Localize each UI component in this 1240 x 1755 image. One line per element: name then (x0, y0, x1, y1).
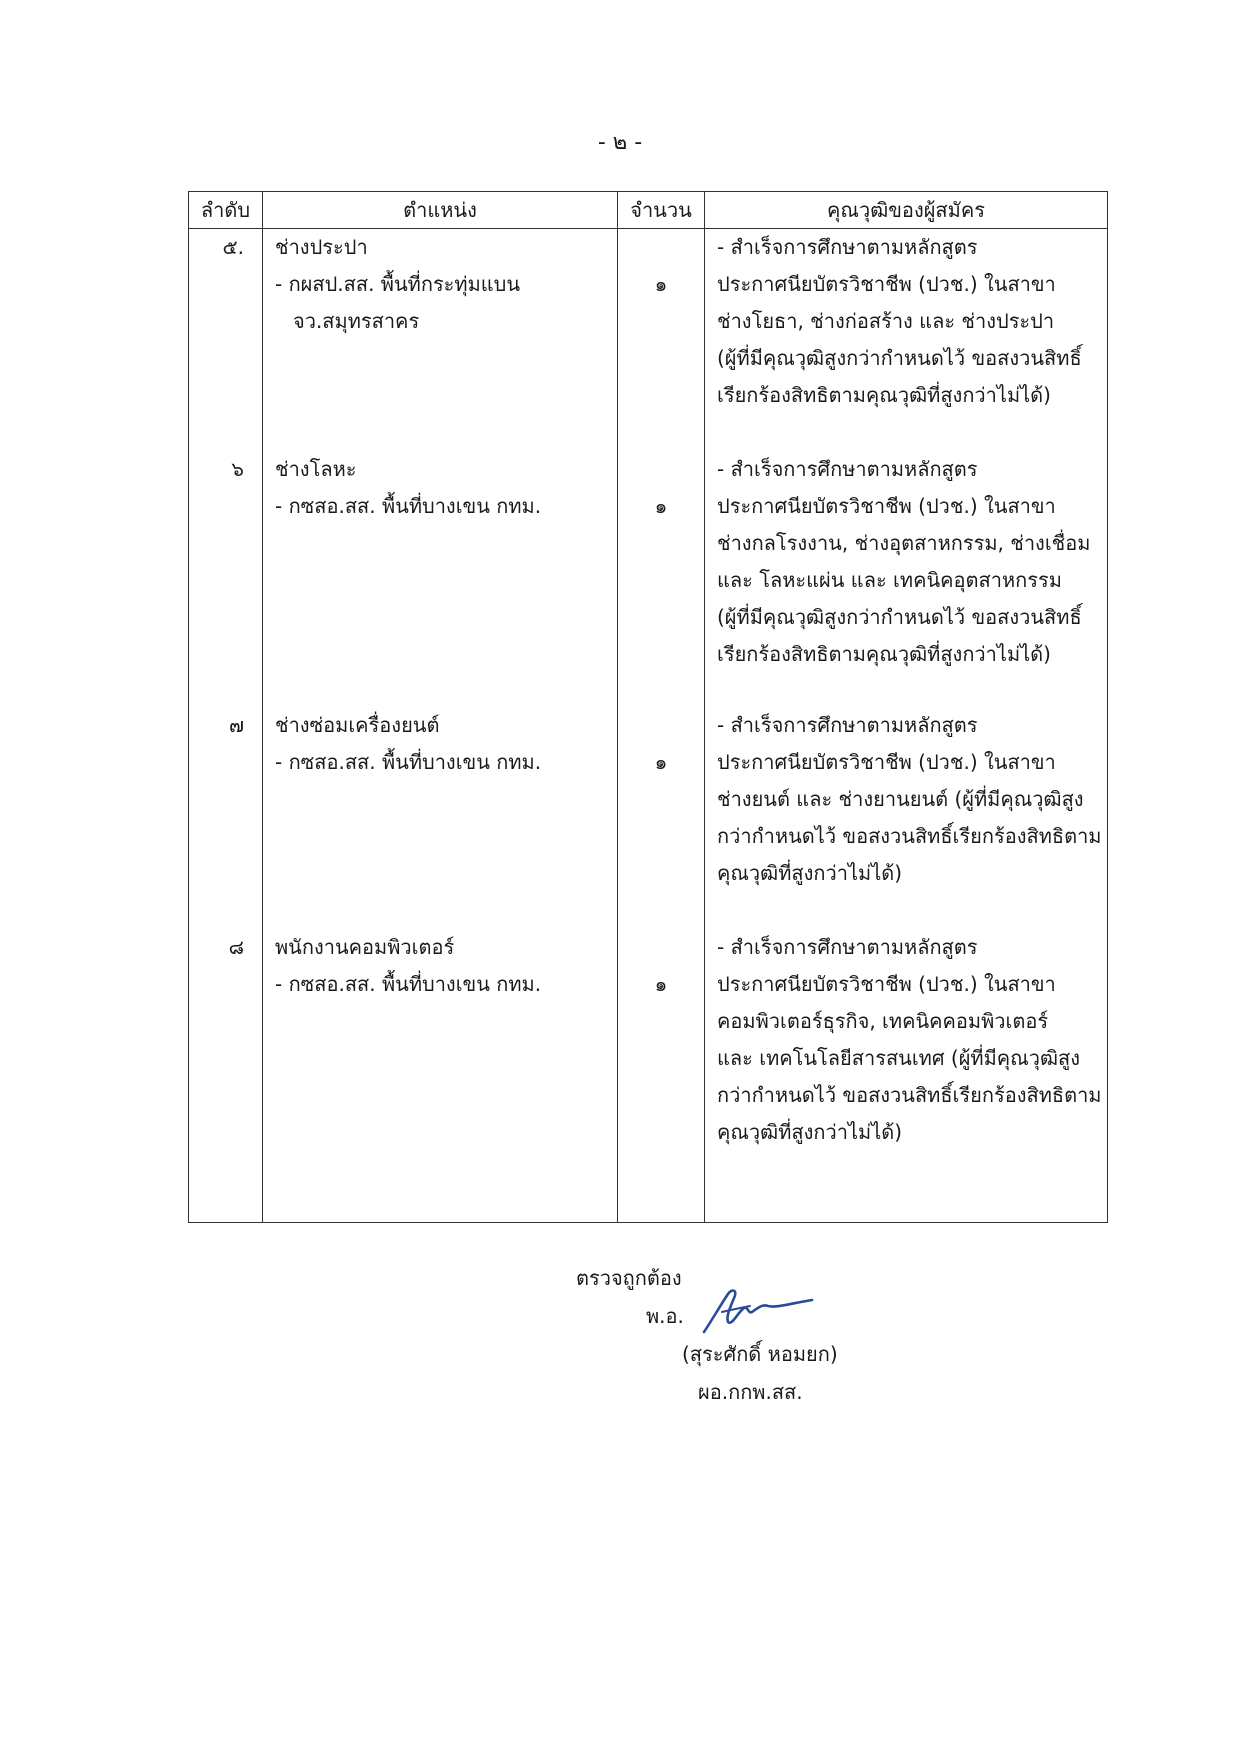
qualification-line: (ผู้ที่มีคุณวุฒิสูงกว่ากำหนดไว้ ขอสงวนสิทธิ์ (717, 346, 1082, 370)
row-count: ๑ (654, 272, 668, 296)
verified-label: ตรวจถูกต้อง (576, 1266, 682, 1290)
qualification-line: คุณวุฒิที่สูงกว่าไม่ได้) (717, 1119, 903, 1144)
qualification-line: ช่างยนต์ และ ช่างยานยนต์ (ผู้ที่มีคุณวุฒิสูง (717, 786, 1084, 811)
row-position-line: - กซสอ.สส. พื้นที่บางเขน กทม. (275, 493, 542, 518)
row-order: ๗ (228, 712, 244, 737)
row-count: ๑ (654, 971, 668, 996)
qualification-line: เรียกร้องสิทธิตามคุณวุฒิที่สูงกว่าไม่ได้) (717, 383, 1051, 407)
row-position-title: ช่างประปา (275, 235, 368, 259)
signer-name: (สุระศักดิ์ หอมยก) (682, 1342, 838, 1366)
signer-title: ผอ.กกพ.สส. (698, 1380, 803, 1404)
row-position-line: จว.สมุทรสาคร (293, 309, 420, 333)
row-order: ๘ (228, 934, 244, 959)
table-row (189, 451, 1108, 707)
qualification-line: ประกาศนียบัตรวิชาชีพ (ปวช.) ในสาขา (717, 493, 1056, 518)
header-count: จำนวน (618, 192, 705, 229)
qualification-line: - สำเร็จการศึกษาตามหลักสูตร (717, 934, 978, 959)
signature-icon (698, 1282, 818, 1338)
qualification-line: - สำเร็จการศึกษาตามหลักสูตร (717, 235, 978, 259)
qualification-line: ช่างโยธา, ช่างก่อสร้าง และ ช่างประปา (717, 309, 1055, 333)
qualification-line: ประกาศนียบัตรวิชาชีพ (ปวช.) ในสาขา (717, 749, 1056, 774)
row-position-title: ช่างโลหะ (275, 456, 357, 481)
qualification-line: กว่ากำหนดไว้ ขอสงวนสิทธิ์เรียกร้องสิทธิตาม (717, 1082, 1102, 1107)
page-number: - ๒ - (597, 130, 643, 155)
row-order: ๖ (231, 456, 244, 481)
qualification-line: (ผู้ที่มีคุณวุฒิสูงกว่ากำหนดไว้ ขอสงวนสิทธิ์ (717, 604, 1082, 629)
row-order: ๕. (222, 235, 244, 259)
qualification-line: ประกาศนียบัตรวิชาชีพ (ปวช.) ในสาขา (717, 272, 1056, 296)
row-position-line: - กผสป.สส. พื้นที่กระทุ่มแบน (275, 272, 521, 296)
table-row (189, 707, 1108, 929)
row-position-title: พนักงานคอมพิวเตอร์ (275, 934, 455, 959)
positions-table (188, 191, 1108, 1223)
row-position-line: - กซสอ.สส. พื้นที่บางเขน กทม. (275, 971, 542, 996)
table-row (189, 229, 1108, 451)
qualification-line: และ เทคโนโลยีสารสนเทศ (ผู้ที่มีคุณวุฒิสูง (717, 1045, 1080, 1070)
table-row (189, 929, 1108, 1223)
qualification-line: - สำเร็จการศึกษาตามหลักสูตร (717, 456, 978, 481)
header-position: ตำแหน่ง (263, 192, 618, 229)
qualification-line: ประกาศนียบัตรวิชาชีพ (ปวช.) ในสาขา (717, 971, 1056, 996)
row-position-title: ช่างซ่อมเครื่องยนต์ (275, 712, 440, 737)
qualification-line: คุณวุฒิที่สูงกว่าไม่ได้) (717, 860, 903, 885)
row-count: ๑ (654, 749, 668, 774)
qualification-line: กว่ากำหนดไว้ ขอสงวนสิทธิ์เรียกร้องสิทธิตาม (717, 823, 1102, 848)
qualification-line: และ โลหะแผ่น และ เทคนิคอุตสาหกรรม (717, 567, 1062, 592)
row-count: ๑ (654, 493, 668, 518)
header-qualification: คุณวุฒิของผู้สมัคร (705, 192, 1108, 229)
qualification-line: - สำเร็จการศึกษาตามหลักสูตร (717, 712, 978, 737)
table-header-row (189, 192, 1108, 229)
header-order: ลำดับ (189, 192, 263, 229)
rank-label: พ.อ. (646, 1304, 684, 1328)
qualification-line: เรียกร้องสิทธิตามคุณวุฒิที่สูงกว่าไม่ได้) (717, 641, 1051, 666)
qualification-line: ช่างกลโรงงาน, ช่างอุตสาหกรรม, ช่างเชื่อม (717, 530, 1091, 555)
qualification-line: คอมพิวเตอร์ธุรกิจ, เทคนิคคอมพิวเตอร์ (717, 1008, 1049, 1033)
row-position-line: - กซสอ.สส. พื้นที่บางเขน กทม. (275, 749, 542, 774)
